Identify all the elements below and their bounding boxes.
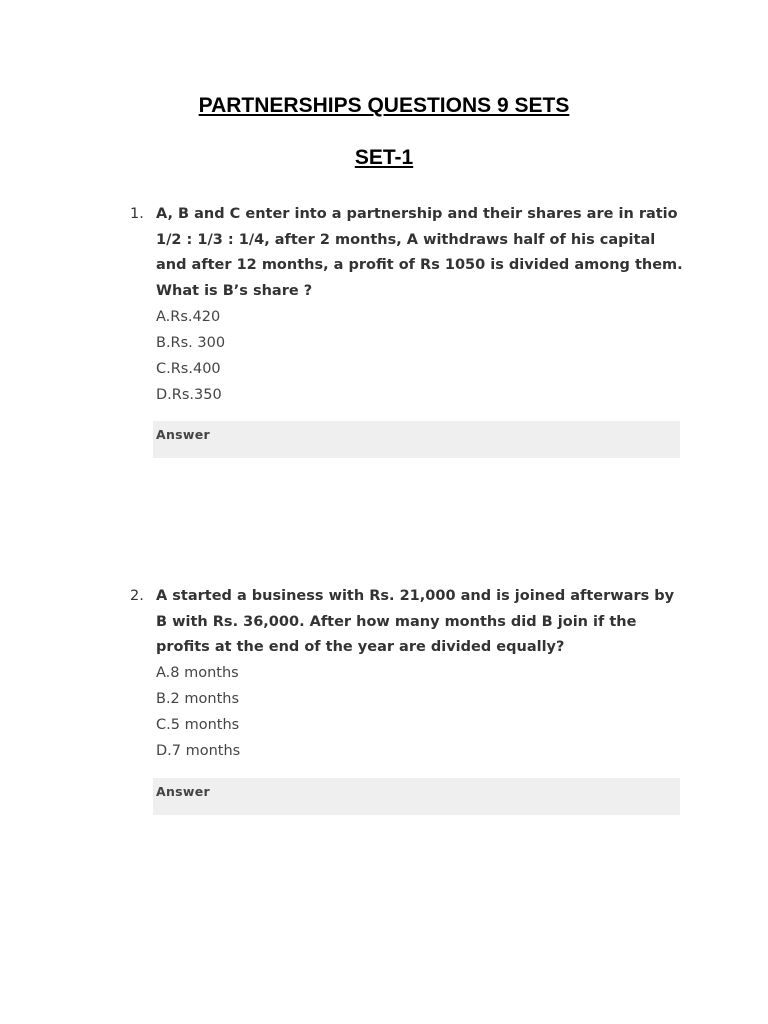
answer-toggle[interactable] xyxy=(153,421,680,458)
option-c: C.Rs.400 xyxy=(156,361,221,377)
question-text: A, B and C enter into a partnership and their shares are in ratio 1/2 : 1/3 : 1/4, after 2 months, A withdraws half of his capital and after 12 months, a profit of Rs 1050 is divided among them. What is B’s share ? xyxy=(156,206,683,299)
set-heading-text: SET-1 xyxy=(354,146,414,169)
option-list xyxy=(156,304,225,408)
document-title-text: PARTNERSHIPS QUESTIONS 9 SETS xyxy=(198,94,570,117)
option-d: D.7 months xyxy=(156,743,241,759)
option-a: A.8 months xyxy=(156,665,239,681)
document-title xyxy=(0,94,768,118)
question-text: A started a business with Rs. 21,000 and is joined afterwars by B with Rs. 36,000. After how many months did B join if the profits at the end of the year are divided equally? xyxy=(156,588,675,655)
option-list xyxy=(156,660,240,764)
option-d: D.Rs.350 xyxy=(156,387,222,403)
answer-label: Answer xyxy=(156,427,211,442)
option-b: B.2 months xyxy=(156,691,240,707)
answer-toggle[interactable] xyxy=(153,778,680,815)
set-heading xyxy=(0,146,768,170)
option-c: C.5 months xyxy=(156,717,240,733)
option-b: B.Rs. 300 xyxy=(156,335,226,351)
answer-label: Answer xyxy=(156,784,211,799)
question-number: 1. xyxy=(130,206,144,222)
option-a: A.Rs.420 xyxy=(156,309,221,325)
question-number: 2. xyxy=(130,588,144,604)
